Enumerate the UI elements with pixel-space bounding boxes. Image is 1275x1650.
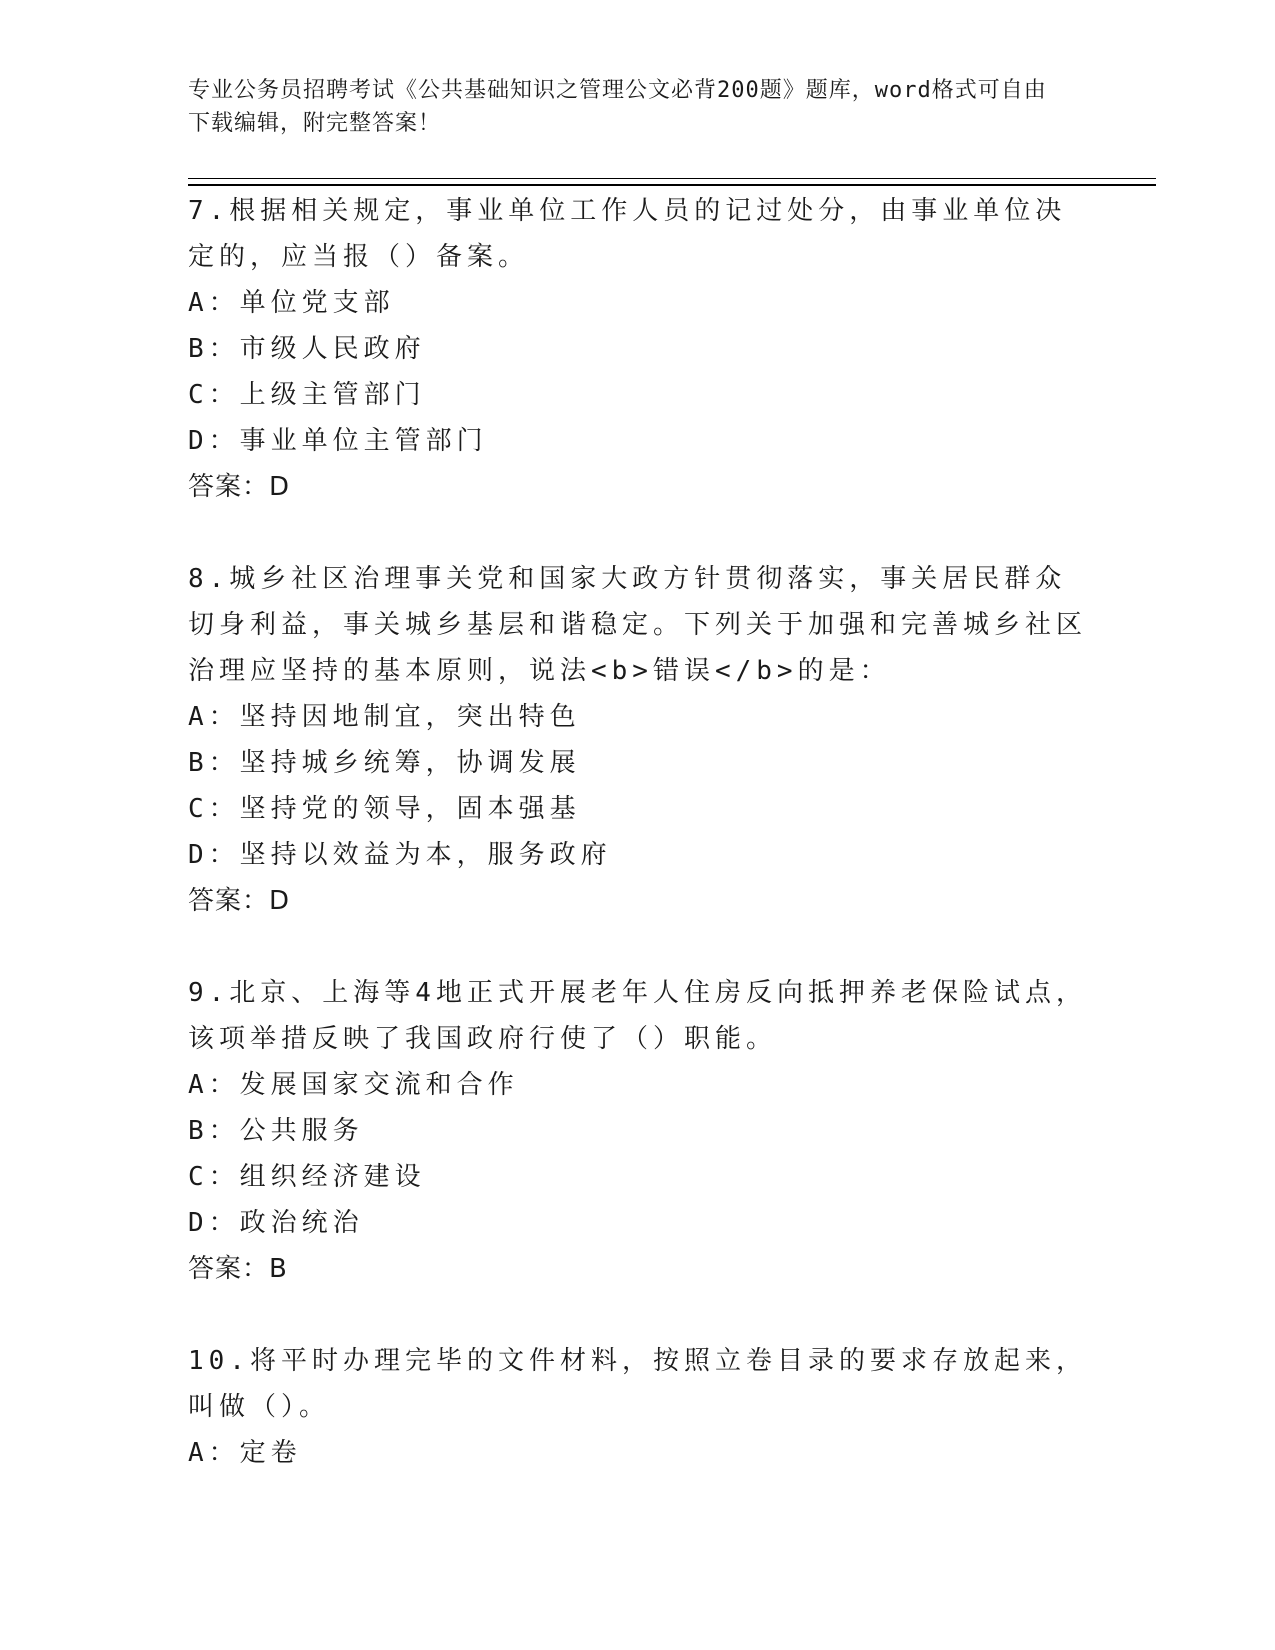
question-8 — [188, 556, 1088, 924]
question-stem: 8.城乡社区治理事关党和国家大政方针贯彻落实，事关居民群众切身利益，事关城乡基层和谐稳定。下列关于加强和完善城乡社区治理应坚持的基本原则，说法<b>错误</b>的是： — [188, 564, 1088, 686]
option-c: C：上级主管部门 — [188, 380, 426, 410]
question-9 — [188, 970, 1088, 1292]
option-d: D：政治统治 — [188, 1208, 364, 1238]
option-c: C：组织经济建设 — [188, 1162, 426, 1192]
document-header: 专业公务员招聘考试《公共基础知识之管理公文必背200题》题库，word格式可自由下载编辑，附完整答案！ — [188, 78, 1047, 136]
question-stem: 9.北京、上海等4地正式开展老年人住房反向抵押养老保险试点，该项举措反映了我国政府行使了（）职能。 — [188, 978, 1087, 1054]
option-a: A：发展国家交流和合作 — [188, 1070, 519, 1100]
question-10 — [188, 1338, 1088, 1476]
answer-line: 答案：D — [188, 886, 291, 916]
option-a: A：定卷 — [188, 1438, 302, 1468]
answer-line: 答案：B — [188, 1254, 288, 1284]
question-stem: 7.根据相关规定，事业单位工作人员的记过处分，由事业单位决定的，应当报（）备案。 — [188, 196, 1067, 272]
option-b: B：公共服务 — [188, 1116, 364, 1146]
question-7 — [188, 188, 1088, 510]
option-d: D：事业单位主管部门 — [188, 426, 488, 456]
option-a: A：单位党支部 — [188, 288, 395, 318]
option-b: B：坚持城乡统筹，协调发展 — [188, 748, 581, 778]
question-list — [188, 188, 1088, 1476]
question-stem: 10.将平时办理完毕的文件材料，按照立卷目录的要求存放起来，叫做（）。 — [188, 1346, 1087, 1422]
option-b: B：市级人民政府 — [188, 334, 426, 364]
option-a: A：坚持因地制宜，突出特色 — [188, 702, 581, 732]
answer-line: 答案：D — [188, 472, 291, 502]
header-divider-thick — [188, 184, 1156, 186]
option-c: C：坚持党的领导，固本强基 — [188, 794, 581, 824]
option-d: D：坚持以效益为本，服务政府 — [188, 840, 612, 870]
header-divider-thin — [188, 178, 1156, 179]
